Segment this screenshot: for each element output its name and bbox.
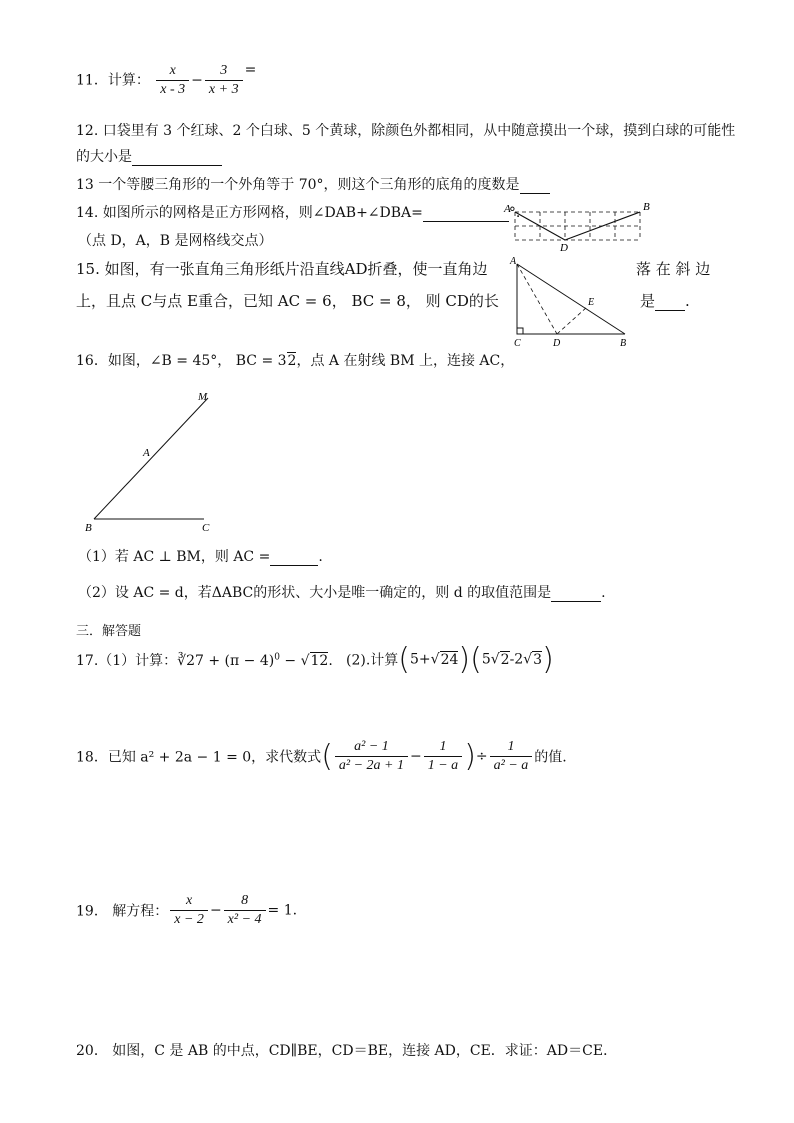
answer-blank[interactable] — [270, 551, 318, 566]
question-15-line1: 15. 如图，有一张直角三角形纸片沿直线AD折叠，使一直角边 — [76, 260, 488, 278]
question-13: 13 一个等腰三角形的一个外角等于 70°，则这个三角形的底角的度数是 — [76, 174, 550, 194]
answer-blank[interactable] — [655, 296, 685, 311]
question-16-part2: （2）设 AC = d，若ΔABC的形状、大小是唯一确定的，则 d 的取值范围是 . — [78, 585, 606, 601]
answer-blank[interactable] — [551, 587, 601, 602]
question-16: 16．如图，∠B = 45°， BC = 32，点 A 在射线 BM 上，连接 AC， — [76, 353, 515, 369]
question-12-line1: 12. 口袋里有 3 个红球、2 个白球、5 个黄球，除颜色外都相同，从中随意摸出一个球，摸到白球的可能性 — [76, 123, 736, 139]
grid-figure — [500, 198, 660, 256]
section-title: 三．解答题 — [76, 624, 142, 639]
question-15-line2: 上，且点 C与点 E重合，已知 AC = 6， BC = 8， 则 CD的长 — [76, 292, 499, 310]
question-16-part1: （1）若 AC ⊥ BM，则 AC = . — [78, 549, 323, 565]
label-A: A — [510, 256, 517, 267]
fraction: $\frac{x}{x - 3}$ — [156, 62, 189, 99]
answer-blank[interactable] — [423, 207, 509, 222]
label-B: B — [643, 201, 650, 213]
question-11: 11．计算： $\frac{x}{x - 3}$ − $\frac{3}{x + 3}$ = — [76, 62, 257, 97]
question-14: 14. 如图所示的网格是正方形网格，则∠DAB+∠DBA= °. — [76, 205, 521, 221]
fraction: $\frac{3}{x + 3}$ — [205, 62, 243, 99]
question-14-note: （点 D，A，B 是网格线交点） — [78, 233, 273, 249]
label-D: D — [553, 338, 561, 348]
label-A: A — [504, 203, 511, 215]
question-12-line2: 的大小是 — [76, 146, 222, 166]
answer-blank[interactable] — [132, 151, 222, 166]
label-M: M — [198, 391, 208, 403]
question-label: 计算： — [107, 72, 150, 89]
question-19: 19． 解方程： $\frac{x}{x - 2}$ − $\frac{8}{\text{x² − 4}}$ = 1. — [76, 893, 298, 927]
question-number: 11． — [76, 72, 108, 89]
question-17-part1: 17.（1）计算：∛27 + $(\pi - 4)^0 - √12$. — [76, 652, 333, 669]
label-B: B — [620, 338, 627, 348]
fraction: $\frac{1}{1 - a}$ — [424, 738, 462, 775]
question-15-line2-end: 是 . — [640, 292, 690, 310]
label-E: E — [588, 297, 595, 308]
right-triangle-figure — [508, 254, 634, 348]
label-B: B — [85, 522, 92, 534]
fraction: $\frac{\text{a² − 1}}{\text{a² − 2a + 1}}$ — [335, 738, 408, 775]
question-17-part2: (2).计算(5+√24)(5√2-2√3) — [346, 642, 554, 677]
fraction: $\frac{x}{x - 2}$ — [170, 892, 208, 929]
label-A: A — [143, 447, 150, 459]
label-C: C — [202, 522, 210, 534]
fraction: $\frac{8}{\text{x² − 4}}$ — [224, 892, 266, 929]
question-18: 18．已知 a² + 2a − 1 = 0，求代数式( $\frac{\text{a² − 1}}{\text{a² − 2a + 1}}$ − $\frac{1}{1 - a}$ )÷ $\frac{1}{\text{a² − a}}$ 的值. — [76, 739, 567, 774]
question-15-line1-end: 落 在 斜 边 — [636, 260, 711, 278]
ray-figure — [82, 388, 222, 536]
question-20: 20． 如图，C 是 AB 的中点，CD∥BE，CD＝BE，连接 AD，CE．求证：AD＝CE． — [76, 1043, 618, 1059]
label-C: C — [514, 338, 521, 348]
answer-blank[interactable] — [520, 179, 550, 194]
fraction: $\frac{1}{\text{a² − a}}$ — [490, 738, 533, 775]
label-D: D — [560, 242, 568, 254]
